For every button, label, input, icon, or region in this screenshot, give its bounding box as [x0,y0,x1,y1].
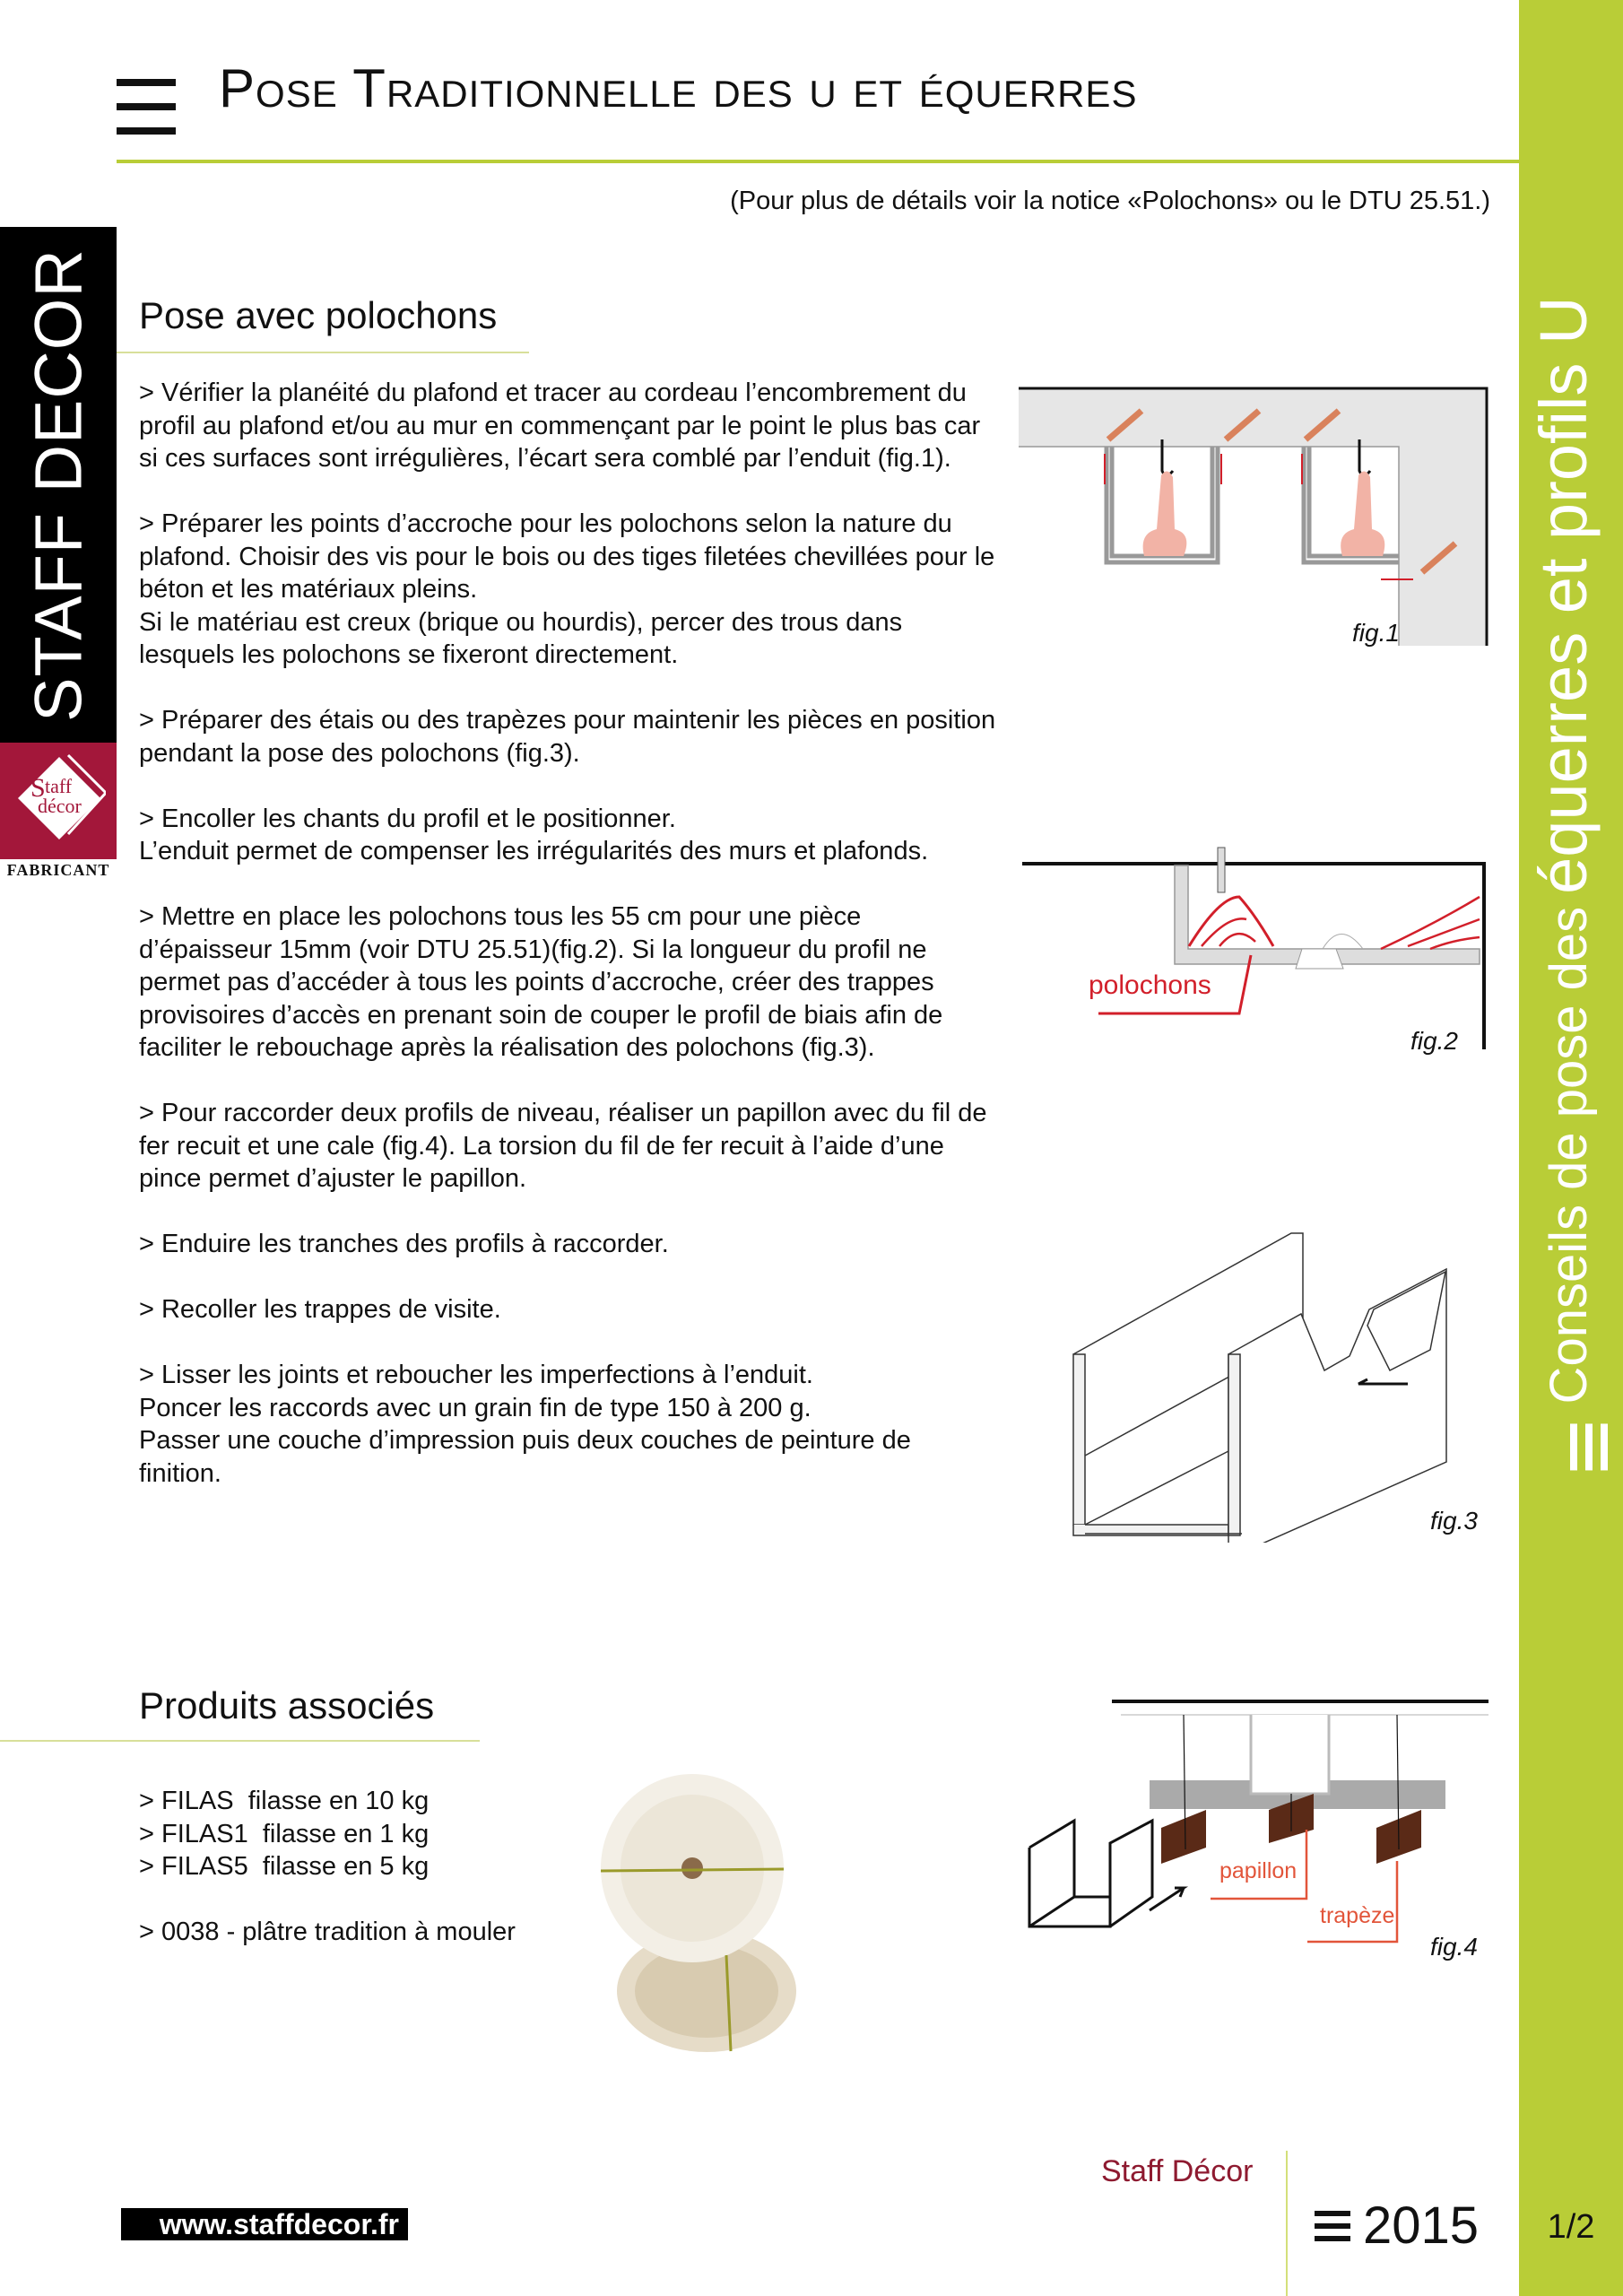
page-number: 1/2 [1547,2208,1595,2246]
instruction-paragraph: > Enduire les tranches des profils à raccorder. [139,1230,669,1258]
instruction-paragraph: > Pour raccorder deux profils de niveau, réaliser un papillon avec du fil de fer recuit et une cale (fig.4). La torsion du fil de fer recuit à l’aide d’une pince permet d’ajuster le papillon. [139,1099,987,1193]
brand-vertical-name: STAFF DECOR [21,248,96,722]
product-item: > FILAS filasse en 10 kg [139,1787,430,1815]
reference-note: (Pour plus de détails voir la notice «Polochons» ou le DTU 25.51.) [730,187,1490,215]
fig2-light-fixture [1296,949,1343,969]
fig1-label: fig.1 [1352,619,1400,647]
side-band-text-small: Conseils de pose des [1540,906,1598,1405]
footer-divider [1286,2151,1288,2296]
side-band-title [1519,179,1623,1587]
fig3-label: fig.3 [1430,1507,1478,1535]
section-title-products: Produits associés [139,1684,435,1726]
section-divider [0,1740,480,1742]
fig4-arrow-icon [1150,1888,1184,1910]
fabricant-label: FABRICANT [6,861,110,879]
fig1-wall-ceiling [1019,388,1487,646]
logo-line1: taff [45,775,73,797]
filasse-rolls-photo [592,1771,798,2067]
fig4-callout-papillon: papillon [1219,1858,1298,1883]
product-item: > FILAS5 filasse en 5 kg [139,1852,430,1881]
three-bars-icon [1570,1423,1608,1470]
instruction-paragraph: > Préparer les points d’accroche pour les polochons selon la nature du plafond. Choisir des vis pour le bois ou des tiges filetées chevillées pour le béton et les matériaux pleins. Si le matériau est creux (brique ou hourdis), percer des trous dans lesquels les polochons se fixeront directement. [139,509,995,669]
instruction-paragraph: > Recoller les trappes de visite. [139,1295,501,1324]
fig1-polochon-left [1143,471,1187,556]
logo-line2: décor [38,795,82,817]
staff-decor-logo [13,752,106,845]
fig4-u-profile-loose [1029,1821,1152,1926]
products-list [139,1785,516,1949]
instruction-paragraph: > Lisser les joints et reboucher les imperfections à l’enduit. Poncer les raccords avec un grain fin de type 150 à 200 g. Passer une couche d’impression puis deux couches de peinture de finition. [139,1361,911,1488]
instruction-paragraph: > Mettre en place les polochons tous les 55 cm pour une pièce d’épaisseur 15mm (voir DTU 25.51)(fig.2). Si la longueur du profil ne permet pas d’accéder à tous les points d’accroche, créer des trappes provisoires d’accès en prenant soin de couper le profil de biais afin de faciliter le rebouchage après la réalisation des polochons (fig.3). [139,902,943,1062]
figure-3 [1054,1220,1502,1543]
three-bars-icon [117,79,176,135]
product-item: > 0038 - plâtre tradition à mouler [139,1918,516,1946]
fig1-polochon-right [1341,471,1384,556]
fig4-label: fig.4 [1430,1933,1478,1961]
section-divider [117,352,529,353]
instruction-paragraph: > Encoller les chants du profil et le positionner. L’enduit permet de compenser les irrégularités des murs et plafonds. [139,804,929,865]
fig2-drawing [1013,834,1497,1058]
fig2-rod [1218,848,1225,892]
footer-year: 2015 [1363,2196,1480,2255]
fig2-callout: polochons [1089,970,1211,1000]
instruction-paragraph: > Vérifier la planéité du plafond et tracer au cordeau l’encombrement du profil au plafond et/ou au mur en commençant par le point le plus bas car si ces surfaces sont irrégulières, l’écart sera comblé par l’enduit (fig.1). [139,378,981,473]
fig2-label: fig.2 [1410,1027,1458,1055]
header-divider [117,160,1519,163]
footer-brand: Staff Décor [1101,2154,1254,2188]
logo-initial: S [30,773,46,803]
fig4-drawing [1013,1659,1506,1973]
section-title-polochons: Pose avec polochons [139,294,498,336]
three-bars-icon [1315,2211,1350,2241]
fig3-drawing [1054,1220,1502,1543]
figure-2 [1013,834,1497,1058]
fig3-u-profile-cutout [1073,1233,1446,1543]
product-item: > FILAS1 filasse en 1 kg [139,1819,430,1848]
brand-vertical-banner [0,227,117,743]
instruction-paragraph: > Préparer des étais ou des trapèzes pour maintenir les pièces en position pendant la pose des polochons (fig.3). [139,706,996,768]
instructions-list [139,377,1000,1523]
footer-year-block [1315,2196,1479,2256]
page-title: Pose Traditionnelle des u et équerres [219,58,1138,118]
figure-1 [1013,377,1497,655]
fig4-u-profile [1251,1715,1329,1794]
figure-4 [1013,1659,1506,1973]
side-band-text-large: équerres et profils U [1526,296,1601,894]
fig1-drawing [1013,377,1497,655]
fig4-callout-line-trapeze [1307,1861,1397,1942]
website-link[interactable]: www.staffdecor.fr [121,2208,408,2240]
fig4-callout-trapeze: trapèze [1320,1903,1395,1928]
